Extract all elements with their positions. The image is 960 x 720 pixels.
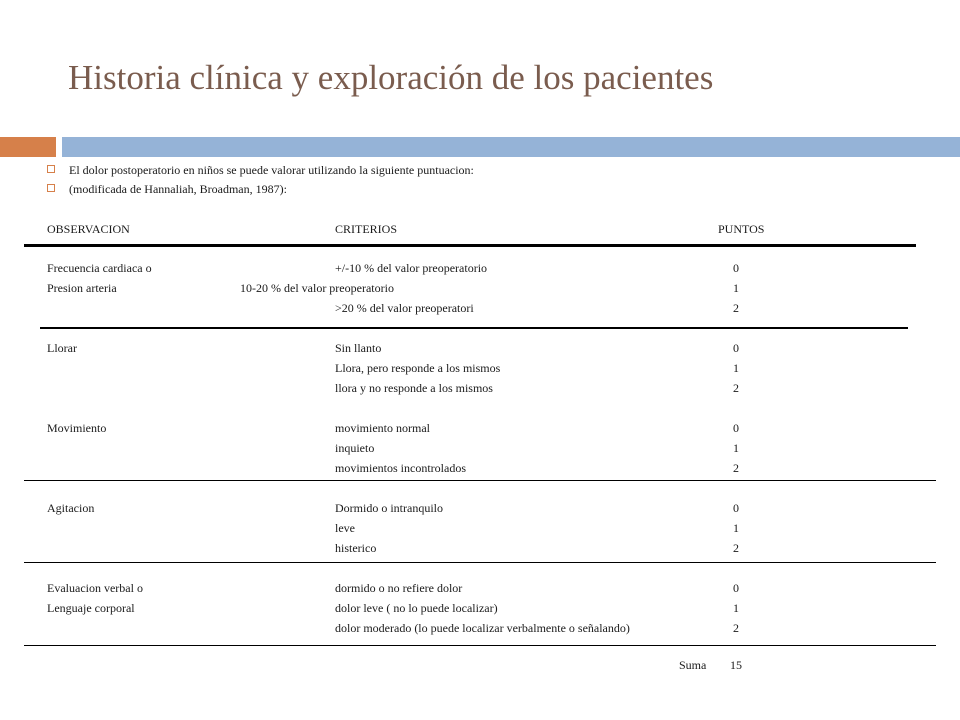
bullet-item — [47, 163, 474, 178]
criterion-text: inquieto — [335, 441, 375, 455]
criterion-text: +/-10 % del valor preoperatorio — [335, 261, 488, 275]
criterion-text: Dormido o intranquilo — [335, 501, 443, 515]
criterion-text: movimientos incontrolados — [335, 461, 466, 475]
observation-label: Llorar — [47, 341, 77, 355]
points-value: 0 — [733, 421, 739, 435]
observation-label: Frecuencia cardiaca o — [47, 261, 152, 275]
table-rule — [40, 327, 908, 329]
criterion-text: leve — [335, 521, 355, 535]
table-rule — [24, 645, 936, 646]
points-value: 2 — [733, 541, 739, 555]
points-value: 1 — [733, 361, 739, 375]
points-value: 2 — [733, 301, 739, 315]
criterion-text: >20 % del valor preoperatori — [335, 301, 474, 315]
table-rule — [24, 562, 936, 563]
criterion-text: histerico — [335, 541, 377, 555]
points-value: 1 — [733, 281, 739, 295]
table-rule — [24, 480, 936, 481]
criterion-text: dolor leve ( no lo puede localizar) — [335, 601, 498, 615]
accent-bar-orange — [0, 137, 56, 157]
square-bullet-icon — [47, 165, 55, 173]
bullet-text: El dolor postoperatorio en niños se puede valorar utilizando la siguiente puntuacion: — [69, 163, 474, 177]
observation-label: Movimiento — [47, 421, 107, 435]
points-value: 2 — [733, 461, 739, 475]
criterion-text: 10-20 % del valor preoperatorio — [240, 281, 394, 295]
points-value: 1 — [733, 521, 739, 535]
criterion-text: Llora, pero responde a los mismos — [335, 361, 501, 375]
header-observacion: OBSERVACION — [47, 222, 130, 236]
points-value: 0 — [733, 341, 739, 355]
header-criterios: CRITERIOS — [335, 222, 398, 236]
points-value: 0 — [733, 581, 739, 595]
criterion-text: Sin llanto — [335, 341, 382, 355]
accent-bar-blue — [62, 137, 960, 157]
criterion-text: dormido o no refiere dolor — [335, 581, 463, 595]
criterion-text: dolor moderado (lo puede localizar verbalmente o señalando) — [335, 621, 630, 635]
points-value: 0 — [733, 501, 739, 515]
bullet-item — [47, 182, 287, 197]
points-value: 1 — [733, 601, 739, 615]
points-value: 2 — [733, 381, 739, 395]
sum-value: 15 — [730, 658, 742, 672]
points-value: 2 — [733, 621, 739, 635]
points-value: 0 — [733, 261, 739, 275]
header-puntos: PUNTOS — [718, 222, 765, 236]
criterion-text: llora y no responde a los mismos — [335, 381, 493, 395]
square-bullet-icon — [47, 184, 55, 192]
bullet-text: (modificada de Hannaliah, Broadman, 1987): — [69, 182, 287, 196]
slide-title: Historia clínica y exploración de los pacientes — [68, 58, 714, 97]
sum-label: Suma — [679, 658, 707, 672]
observation-label: Agitacion — [47, 501, 95, 515]
points-value: 1 — [733, 441, 739, 455]
observation-label: Presion arteria — [47, 281, 117, 295]
observation-label: Lenguaje corporal — [47, 601, 135, 615]
criterion-text: movimiento normal — [335, 421, 430, 435]
observation-label: Evaluacion verbal o — [47, 581, 143, 595]
table-rule — [24, 244, 916, 247]
